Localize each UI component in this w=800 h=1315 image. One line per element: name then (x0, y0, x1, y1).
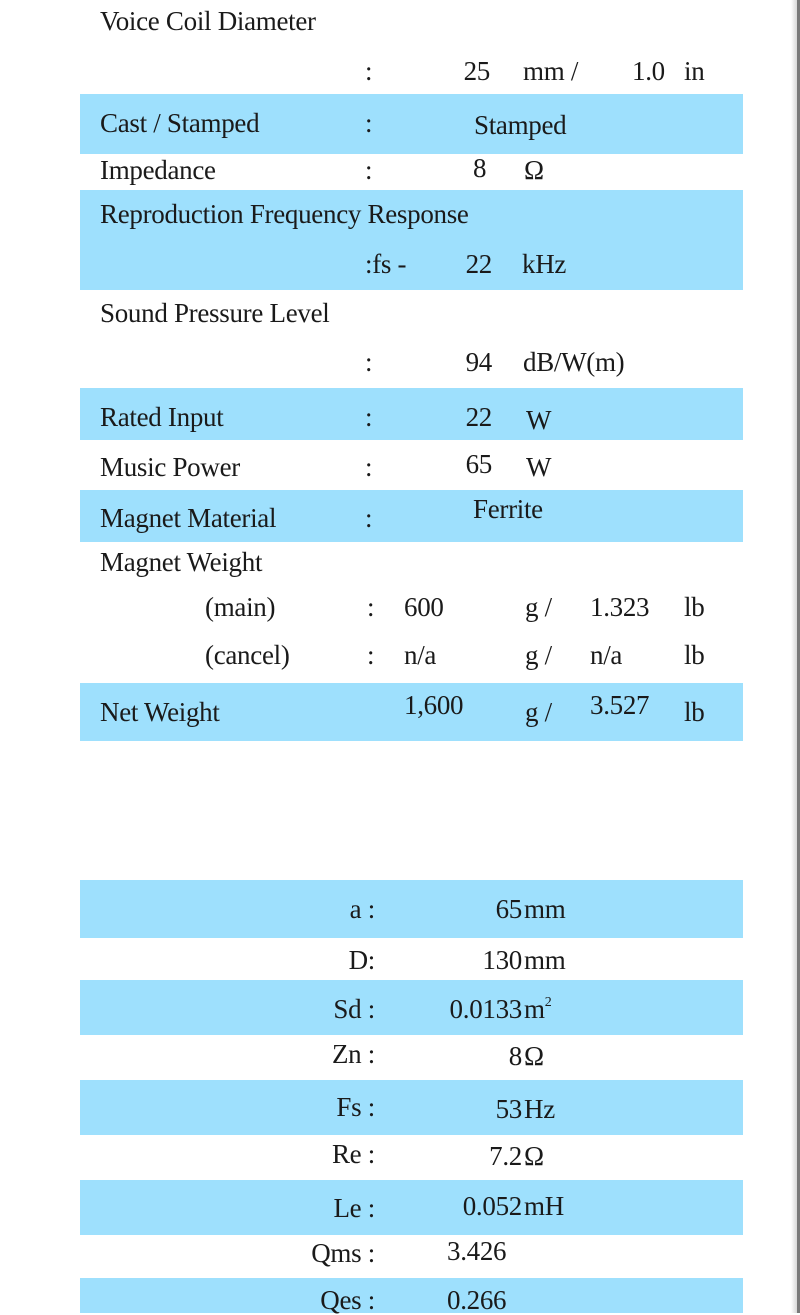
spec-unit-alt: in (684, 56, 705, 86)
spec-colon: : (365, 108, 373, 138)
spec-value-alt: 1.323 (590, 592, 650, 622)
param-value: 7.2 (489, 1141, 522, 1171)
spec-value: 22 (465, 249, 492, 279)
spec-colon: : (365, 503, 373, 533)
param-unit-superscript: 2 (544, 995, 552, 1010)
param-unit: mm (524, 945, 566, 975)
spec-label: Music Power (100, 452, 240, 482)
spec-label: Sound Pressure Level (100, 298, 330, 328)
spec-unit: W (526, 405, 552, 435)
param-band (80, 1278, 743, 1313)
param-value: 3.426 (447, 1236, 507, 1266)
spec-label: Net Weight (100, 697, 220, 727)
spec-label: Reproduction Frequency Response (100, 199, 469, 229)
spec-unit: g / (525, 640, 552, 670)
spec-unit: g / (525, 592, 552, 622)
param-label: D: (348, 945, 375, 975)
param-label: Qes : (320, 1285, 375, 1315)
param-value: 8 (508, 1041, 522, 1071)
param-unit: mH (524, 1191, 564, 1221)
param-label: Sd : (333, 994, 375, 1024)
param-value: 130 (482, 945, 522, 975)
param-label: Re : (331, 1139, 375, 1169)
spec-value: 1,600 (404, 690, 464, 720)
spec-sublabel-main: (main) (205, 592, 276, 622)
spec-colon: : (367, 640, 375, 670)
param-band (80, 880, 743, 938)
spec-value: Ferrite (473, 494, 543, 524)
spec-value: n/a (404, 640, 437, 670)
spec-unit-alt: lb (684, 640, 705, 670)
spec-unit: Ω (524, 155, 544, 185)
spec-unit: kHz (522, 249, 567, 279)
spec-value-alt: 1.0 (632, 56, 665, 86)
spec-colon: : (365, 452, 373, 482)
spec-value: 22 (465, 402, 492, 432)
param-value: 53 (495, 1094, 522, 1124)
param-label: Qms : (311, 1238, 375, 1268)
spec-value: 8 (473, 153, 487, 183)
param-band (80, 1080, 743, 1135)
spec-unit: W (526, 452, 552, 482)
spec-label: Magnet Material (100, 503, 277, 533)
param-value: 0.266 (447, 1285, 507, 1315)
spec-colon: : (365, 155, 373, 185)
spec-value-alt: 3.527 (590, 690, 650, 720)
param-unit: Hz (524, 1094, 555, 1124)
spec-label: Impedance (100, 155, 216, 185)
spec-sublabel-cancel: (cancel) (205, 640, 290, 670)
param-band (80, 1180, 743, 1235)
spec-value: 65 (465, 449, 492, 479)
spec-unit: mm / (523, 56, 579, 86)
spec-unit-alt: lb (684, 697, 705, 727)
param-unit: Ω (524, 1141, 544, 1171)
param-label: Fs : (336, 1092, 375, 1122)
spec-value: Stamped (474, 110, 567, 140)
param-label: Le : (333, 1193, 375, 1223)
param-unit: Ω (524, 1041, 544, 1071)
spec-unit: g / (525, 697, 552, 727)
spec-unit: dB/W(m) (523, 347, 625, 377)
param-unit: mm (524, 894, 566, 924)
spec-value: 25 (463, 56, 490, 86)
spec-label: Rated Input (100, 402, 224, 432)
param-label: a : (349, 894, 375, 924)
spec-colon: : (365, 402, 373, 432)
param-value: 0.052 (462, 1191, 522, 1221)
spec-value: 600 (404, 592, 444, 622)
spec-colon: : (365, 347, 373, 377)
param-unit: $m^2$ (524, 994, 552, 1024)
spec-label: Voice Coil Diameter (100, 6, 316, 36)
spec-unit-alt: lb (684, 592, 705, 622)
spec-colon: : (365, 56, 373, 86)
param-value: 0.0133 (449, 994, 522, 1024)
param-label: Zn : (331, 1039, 375, 1069)
spec-colon: : (367, 592, 375, 622)
spec-value-alt: n/a (590, 640, 623, 670)
spec-label: Magnet Weight (100, 547, 263, 577)
spec-value: 94 (465, 347, 492, 377)
param-value: 65 (495, 894, 522, 924)
spec-prefix: :fs - (365, 249, 407, 279)
spec-label: Cast / Stamped (100, 108, 260, 138)
